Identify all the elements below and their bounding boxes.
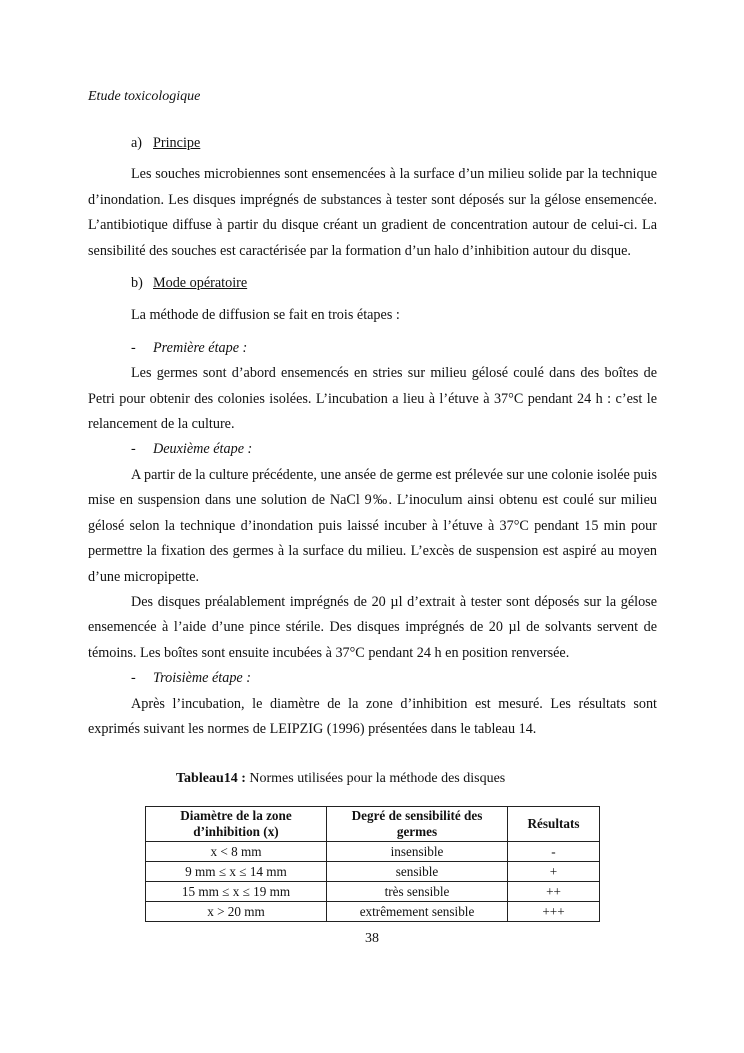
norms-table [145, 806, 600, 922]
table-row [146, 882, 600, 902]
table-cell: très sensible [327, 882, 508, 902]
table-cell: 15 mm ≤ x ≤ 19 mm [146, 882, 327, 902]
table-cell: ++ [508, 882, 600, 902]
paragraph-step2b: Des disques préalablement imprégnés de 20 µl d’extrait à tester sont déposés sur la gélose ensemencée à l’aide d’une pince stérile. Des disques imprégnés de 20 µl de solvants servent de témoins. Les boîtes sont ensuite incubées à 37°C pendant 24 h en position renversée. [88, 593, 657, 661]
step-dash: - [131, 441, 136, 458]
table-header-row [146, 807, 600, 842]
running-header: Etude toxicologique [88, 89, 201, 104]
step-dash: - [131, 670, 136, 687]
table-caption [176, 771, 505, 787]
paragraph-step2a: A partir de la culture précédente, une ansée de germe est prélevée sur une colonie isolée puis mise en suspension dans une solution de NaCl 9‰. L’inoculum ainsi obtenu est coulé sur milieu gélosé selon la technique d’inondation puis laissé incuber à l’étuve à 37°C pendant 15 min pour permettre la fixation des germes à la surface du milieu. L’excès de suspension est aspiré au moyen d’une micropipette. [88, 466, 657, 585]
section-heading-principe [88, 131, 657, 156]
paragraph-step3: Après l’incubation, le diamètre de la zone d’inhibition est mesuré. Les résultats sont exprimés suivant les normes de LEIPZIG (1996) présentées dans le tableau 14. [88, 695, 657, 737]
table-row [146, 862, 600, 882]
table-cell: +++ [508, 902, 600, 922]
step-heading-2 [88, 437, 657, 462]
table-cell: insensible [327, 842, 508, 862]
section-marker: b) [131, 275, 143, 292]
table-cell: sensible [327, 862, 508, 882]
section-marker: a) [131, 135, 143, 151]
step-dash: - [131, 339, 136, 356]
step-title: Deuxième étape : [153, 441, 253, 458]
table-cell: x < 8 mm [146, 842, 327, 862]
step-title: Première étape : [153, 339, 248, 356]
table-caption-text: Normes utilisées pour la méthode des disques [245, 771, 506, 786]
page-number: 38 [365, 931, 379, 946]
table-row [146, 842, 600, 862]
table-cell: 9 mm ≤ x ≤ 14 mm [146, 862, 327, 882]
table-cell: extrêmement sensible [327, 902, 508, 922]
table-header-cell: Degré de sensibilité des germes [327, 807, 508, 842]
step-heading-1 [88, 336, 657, 361]
body-text [88, 131, 657, 742]
paragraph-intro-steps: La méthode de diffusion se fait en trois étapes : [131, 307, 400, 324]
section-title: Mode opératoire [153, 275, 248, 292]
section-heading-mode-operatoire [88, 271, 657, 296]
table-caption-label: Tableau14 : [176, 771, 246, 786]
table-cell: + [508, 862, 600, 882]
section-title: Principe [153, 135, 201, 151]
step-heading-3 [88, 666, 657, 691]
paragraph-principe: Les souches microbiennes sont ensemencées à la surface d’un milieu solide par la technique d’inondation. Les disques imprégnés de substances à tester sont déposés sur la gélose ensemencée. L’antibiotique diffuse à partir du disque créant un gradient de concentration autour de celui-ci. La sensibilité des souches est caractérisée par la formation d’un halo d’inhibition autour du disque. [88, 166, 657, 259]
paragraph-step1: Les germes sont d’abord ensemencés en stries sur milieu gélosé coulé dans des boîtes de Petri pour obtenir des colonies isolées. L’incubation a lieu à l’étuve à 37°C pendant 24 h : c’est le relancement de la culture. [88, 365, 657, 433]
step-title: Troisième étape : [153, 670, 251, 687]
table-cell: - [508, 842, 600, 862]
table-row [146, 902, 600, 922]
table-header-cell: Diamètre de la zone d’inhibition (x) [146, 807, 327, 842]
table-header-cell: Résultats [508, 807, 600, 842]
table-cell: x > 20 mm [146, 902, 327, 922]
